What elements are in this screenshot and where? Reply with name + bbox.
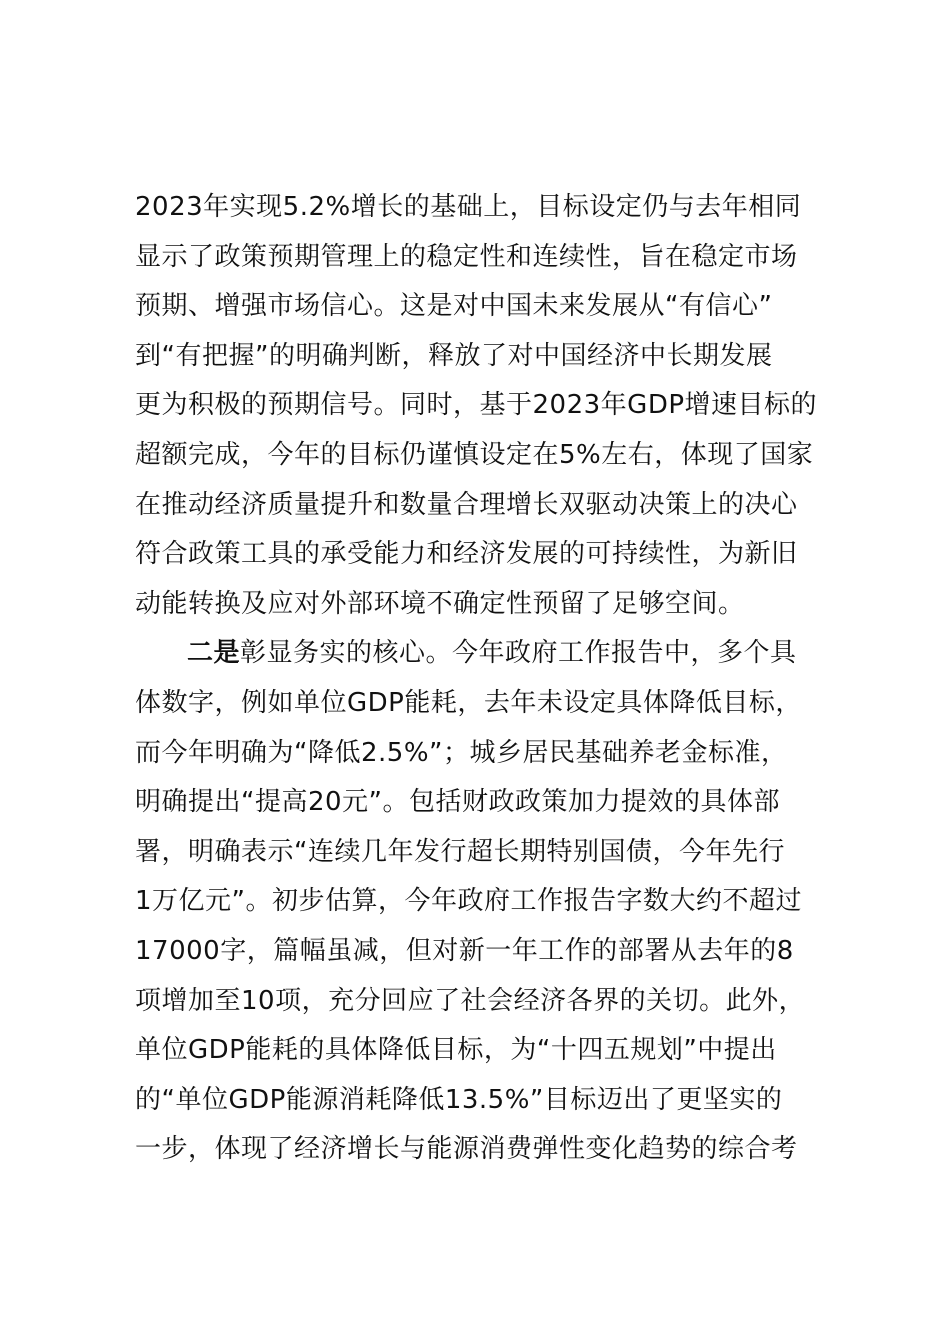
paragraph-line: 一步，体现了经济增长与能源消费弹性变化趋势的综合考 xyxy=(135,1134,798,1165)
paragraph-lead-bold: 二是 xyxy=(187,638,241,669)
body-text xyxy=(135,183,855,1175)
paragraph-line: 1万亿元”。初步估算，今年政府工作报告字数大约不超过 xyxy=(135,886,803,917)
paragraph-line: 符合政策工具的承受能力和经济发展的可持续性，为新旧 xyxy=(135,539,798,570)
paragraph-line: 署，明确表示“连续几年发行超长期特别国债，今年先行 xyxy=(135,836,785,867)
paragraph-line: 动能转换及应对外部环境不确定性预留了足够空间。 xyxy=(135,588,745,619)
paragraph-2 xyxy=(135,629,855,1175)
paragraph-line: 的“单位GDP能源消耗降低13.5%”目标迈出了更坚实的 xyxy=(135,1084,783,1115)
paragraph-line: 而今年明确为“降低2.5%”；城乡居民基础养老金标准， xyxy=(135,737,788,768)
paragraph-line: 单位GDP能耗的具体降低目标，为“十四五规划”中提出 xyxy=(135,1035,777,1066)
paragraph-line: 明确提出“提高20元”。包括财政政策加力提效的具体部 xyxy=(135,787,781,818)
paragraph-line: 更为积极的预期信号。同时，基于2023年GDP增速目标的 xyxy=(135,390,818,421)
paragraph-line: 到“有把握”的明确判断，释放了对中国经济中长期发展 xyxy=(135,340,773,371)
paragraph-line: 在推动经济质量提升和数量合理增长双驱动决策上的决心 xyxy=(135,489,798,520)
paragraph-line: 超额完成，今年的目标仍谨慎设定在5%左右，体现了国家 xyxy=(135,439,814,470)
paragraph-line: 体数字，例如单位GDP能耗，去年未设定具体降低目标， xyxy=(135,687,802,718)
paragraph-line: 预期、增强市场信心。这是对中国未来发展从“有信心” xyxy=(135,291,773,322)
paragraph-first-line-text: 彰显务实的核心。今年政府工作报告中，多个具 xyxy=(240,638,797,669)
paragraph-line: 2023年实现5.2%增长的基础上，目标设定仍与去年相同 xyxy=(135,192,802,222)
paragraph-1 xyxy=(135,183,855,629)
paragraph-line: 17000字，篇幅虽减，但对新一年工作的部署从去年的8 xyxy=(135,935,794,966)
paragraph-line: 显示了政策预期管理上的稳定性和连续性，旨在稳定市场 xyxy=(135,241,798,272)
paragraph-line: 项增加至10项，充分回应了社会经济各界的关切。此外， xyxy=(135,985,806,1016)
paragraph-first-line xyxy=(135,629,855,679)
